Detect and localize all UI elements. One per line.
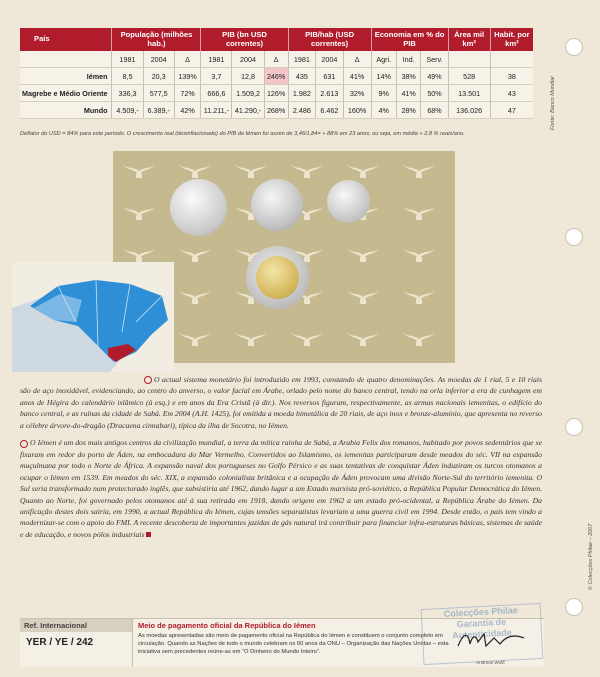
- subheader-blank: [20, 51, 112, 68]
- source-note: Fonte: Banco Mundial: [550, 76, 556, 130]
- statistics-table: [20, 28, 533, 119]
- cell: 14%: [371, 68, 396, 85]
- subheader-delta: Δ: [174, 51, 201, 68]
- cell: 12,8: [232, 68, 264, 85]
- cell: 246%: [264, 68, 288, 85]
- paragraph-monetary-system: O actual sistema monetário foi introduzido em 1993, constando de quatro denominações. As moedas de 1 rial, 5 e 10 riais são de aço inoxidável, evidenciando, ao centro do anverso, o valor facial em Árabe, orlado pelo nome do banco central, tendo na orla inferior a era de cunhagem em anos de Hégira do calendário islâmico (à esq.) e em anos da Era Cristã (à dir.). Nos reversos figuram, respectivamente, as armas nacionais iemenitas, o edifício do banco central, e as ruínas da cidade de Sabá. Em 2004 (A.H. 1425), foi emitida a moeda bimetálica de 20 riais, de aço inox e bronze-alumínio, que apresenta no reverso a célebre árvore-do-dragão (Dracaena cinnabari), típica da ilha de Socotra, no Iémen.: [20, 375, 542, 430]
- cell: 20,3: [143, 68, 174, 85]
- cell: 577,5: [143, 85, 174, 102]
- coin-5-riais: [251, 179, 303, 231]
- cell: 1.509,2: [232, 85, 264, 102]
- bullet-circle-icon: [144, 376, 152, 384]
- eagle-emblem-icon: [345, 245, 381, 263]
- subheader-delta: Δ: [343, 51, 371, 68]
- eagle-emblem-icon: [289, 329, 325, 347]
- subheader-serv: Serv.: [421, 51, 448, 68]
- stamp-line: Colecções Philae: [443, 605, 519, 619]
- eagle-emblem-icon: [177, 329, 213, 347]
- yemen-location-map: [12, 262, 174, 372]
- subheader-2004: 2004: [143, 51, 174, 68]
- cell: 139%: [174, 68, 201, 85]
- cell: 6.462: [316, 102, 344, 119]
- cell: 13.501: [448, 85, 490, 102]
- cell: 50%: [421, 85, 448, 102]
- eagle-emblem-icon: [401, 287, 437, 305]
- subheader-blank: [490, 51, 533, 68]
- stamp-line: Garantia de: [456, 616, 507, 630]
- row-label: Mundo: [20, 102, 112, 119]
- cell: 43: [490, 85, 533, 102]
- binder-hole: [565, 418, 583, 436]
- subheader-1981: 1981: [288, 51, 316, 68]
- header-country: País: [20, 28, 112, 51]
- subheader-2004: 2004: [232, 51, 264, 68]
- header-gdp: PIB (bn USD correntes): [201, 28, 288, 51]
- cell: 38: [490, 68, 533, 85]
- cell: 336,3: [112, 85, 143, 102]
- eagle-emblem-icon: [289, 161, 325, 179]
- reference-box: [20, 619, 133, 667]
- signer-name: Andreas Wolff: [476, 660, 505, 665]
- cell: 1.982: [288, 85, 316, 102]
- paragraph-text: actual sistema monetário foi introduzido em 1993, constando de quatro denominações. As moedas de 1 rial, 5 e 10 riais são de aço inoxidável, evidenciando, ao centro do anverso, o valor facial em Árabe, orlado pelo nome do banco central, tendo na orla inferior a era de cunhagem em anos de Hégira do calendário islâmico (à esq.) e em anos da Era Cristã (à dir.). Nos reversos figuram, respectivamente, as armas nacionais iemenitas, o edifício do banco central, e as ruínas da cidade de Sabá. Em 2004 (A.H. 1425), foi emitida a moeda bimetálica de 20 riais, de aço inox e bronze-alumínio, que apresenta no reverso a célebre árvore-do-dragão (Dracaena cinnabari), típica da ilha de Socotra, no Iémen.: [20, 375, 542, 430]
- subheader-ind: Ind.: [396, 51, 421, 68]
- coin-20-riais-bimetallic: [246, 246, 309, 309]
- cell: 11.211,-: [201, 102, 232, 119]
- eagle-emblem-icon: [233, 329, 269, 347]
- eagle-emblem-icon: [177, 287, 213, 305]
- subheader-2004: 2004: [316, 51, 344, 68]
- paragraph-history: O Iémen é um dos mais antigos centros da civilização mundial, a terra da mítica rainha de Sabá, a Arabia Felix dos romanos, habitado por povos sedentários que se fixaram em redor do porto de Áden, na embocadura do Mar Vermelho. Convertidos ao Islamismo, os iemenitas participaram desde meados do séc. VII na expansão muçulmana por todo o Norte de África. A expansão naval dos portugueses no Golfo Pérsico e as suas tentativas de conquistar Áden induziram os turcos otomanos a ocupar o Iémen em 1539. Em meados do séc. XIX, a expansão colonialista britânica e a ocupação de Áden provocam uma divisão Norte-Sul do território iemenita. O Sul seria transformado num protectorado inglês, que subsistiria até 1962, dando lugar a um Estado marxista pró-soviético, a República Popular Democrática do Iémen. Quanto ao Norte, foi governado pelos otomanos até à sua retirada em 1918, dando origem em 1962 a um estado pró-ocidental, a República Árabe do Iémen. Da unificação destes dois sairia, em 1990, a actual República do Iémen, cujas tensões separatistas levariam a uma guerra civil em 1994. Desde então, o país tem vindo a modernizar-se com o apoio do FMI. A recente descoberta de importantes jazidas de gás natural irá contribuir para financiar infra-estruturas básicas, sistemas de saúde e de educação, e novos pólos industriais: [20, 438, 542, 539]
- header-density: Habit. por km²: [490, 28, 533, 51]
- bullet-circle-icon: [20, 440, 28, 448]
- eagle-emblem-icon: [233, 161, 269, 179]
- cell: 631: [316, 68, 344, 85]
- cell: 6.389,-: [143, 102, 174, 119]
- cell: 41%: [343, 68, 371, 85]
- eagle-emblem-icon: [121, 203, 157, 221]
- eagle-emblem-icon: [177, 161, 213, 179]
- row-label: Magrebe e Médio Oriente: [20, 85, 112, 102]
- eagle-emblem-icon: [121, 245, 157, 263]
- table-header-row: [20, 28, 533, 51]
- cell: 4%: [371, 102, 396, 119]
- header-population: População (milhões hab.): [112, 28, 201, 51]
- cell: 268%: [264, 102, 288, 119]
- cell: 72%: [174, 85, 201, 102]
- eagle-emblem-icon: [345, 161, 381, 179]
- table-row-yemen: [20, 68, 533, 85]
- info-text: As moedas apresentadas são meio de pagamento oficial na República do Iémen e constituem o conjunto completo em circulação. Quando as Nações de todo o mundo celebram os 60 anos da ONU – Organização das Nações Unidas – esta iniciativa sem precedentes reúne-as em “O Dinheiro do Mundo Inteiro”.: [138, 633, 449, 655]
- stamp-line: Autenticidade: [452, 627, 512, 641]
- cell: 49%: [421, 68, 448, 85]
- table-subheader-row: [20, 51, 533, 68]
- cell: 3,7: [201, 68, 232, 85]
- coin-core: [256, 256, 299, 299]
- row-label: Iémen: [20, 68, 112, 85]
- cell: 666,6: [201, 85, 232, 102]
- cell: 32%: [343, 85, 371, 102]
- cell: 41.290,-: [232, 102, 264, 119]
- header-gdp-per-capita: PIB/hab (USD correntes): [288, 28, 371, 51]
- eagle-emblem-icon: [401, 329, 437, 347]
- subheader-delta: Δ: [264, 51, 288, 68]
- eagle-emblem-icon: [121, 161, 157, 179]
- subheader-blank: [448, 51, 490, 68]
- eagle-emblem-icon: [401, 245, 437, 263]
- reference-label: Ref. Internacional: [20, 619, 132, 632]
- cell: 41%: [396, 85, 421, 102]
- coin-10-riais: [327, 180, 370, 223]
- info-title: Meio de pagamento oficial da República do Iémen: [138, 621, 316, 630]
- paragraph-text: Iémen é um dos mais antigos centros da civilização mundial, a terra da mítica rainha de Sabá, a Arabia Felix dos romanos, habitado por povos sedentários que se fixaram em redor do porto de Áden, na embocadura do Mar Vermelho. Convertidos ao Islamismo, os iemenitas participaram desde meados do séc. VII na expansão muçulmana por todo o Norte de África. A expansão naval dos portugueses no Golfo Pérsico e as suas tentativas de conquistar Áden induziram os turcos otomanos a ocupar o Iémen em 1539. Em meados do séc. XIX, a expansão colonialista britânica e a ocupação de Áden provocam uma divisão Norte-Sul do território iemenita. O Sul seria transformado num protectorado inglês, que subsistiria até 1962, dando lugar a um Estado marxista pró-soviético, a República Popular Democrática do Iémen. Quanto ao Norte, foi governado pelos otomanos até à sua retirada em 1918, dando origem em 1962 a um estado pró-ocidental, a República Árabe do Iémen. Da unificação destes dois sairia, em 1990, a actual República do Iémen, cujas tensões separatistas levariam a uma guerra civil em 1994. Desde então, o país tem vindo a modernizar-se com o apoio do FMI. A recente descoberta de importantes jazidas de gás natural irá contribuir para financiar infra-estruturas básicas, sistemas de saúde e de educação, e novos pólos industriais: [20, 438, 542, 539]
- header-economy: Economia em % do PIB: [371, 28, 448, 51]
- eagle-emblem-icon: [345, 287, 381, 305]
- cell: 160%: [343, 102, 371, 119]
- cell: 68%: [421, 102, 448, 119]
- binder-hole: [565, 598, 583, 616]
- table-row-world: [20, 102, 533, 119]
- cell: 2.486: [288, 102, 316, 119]
- cell: 435: [288, 68, 316, 85]
- cell: 528: [448, 68, 490, 85]
- cell: 126%: [264, 85, 288, 102]
- main-text: [20, 374, 542, 546]
- binder-hole: [565, 228, 583, 246]
- cell: 136.026: [448, 102, 490, 119]
- cell: 4.509,-: [112, 102, 143, 119]
- cell: 38%: [396, 68, 421, 85]
- subheader-1981: 1981: [201, 51, 232, 68]
- signature-icon: [454, 628, 528, 652]
- eagle-emblem-icon: [345, 329, 381, 347]
- cell: 47: [490, 102, 533, 119]
- table-row-mena: [20, 85, 533, 102]
- subheader-1981: 1981: [112, 51, 143, 68]
- eagle-emblem-icon: [177, 245, 213, 263]
- cell: 2.613: [316, 85, 344, 102]
- deflator-footnote: Deflator do USD = 84% para este período. O crescimento real (desinflacionado) do PIB do Iémen foi assim de 3,46/1,84= + 88% em 23 anos; ou seja, em média + 2,8 % reais/ano.: [20, 131, 465, 137]
- binder-hole: [565, 38, 583, 56]
- cell: 9%: [371, 85, 396, 102]
- eagle-emblem-icon: [401, 203, 437, 221]
- reference-value: YER / YE / 242: [26, 637, 94, 648]
- subheader-agri: Agri.: [371, 51, 396, 68]
- cell: 8,5: [112, 68, 143, 85]
- header-area: Área mil km²: [448, 28, 490, 51]
- copyright-note: © Colecções Philae – 2007: [588, 523, 594, 590]
- coin-1-rial: [170, 179, 227, 236]
- end-square-icon: [146, 532, 151, 537]
- cell: 28%: [396, 102, 421, 119]
- eagle-emblem-icon: [401, 161, 437, 179]
- cell: 42%: [174, 102, 201, 119]
